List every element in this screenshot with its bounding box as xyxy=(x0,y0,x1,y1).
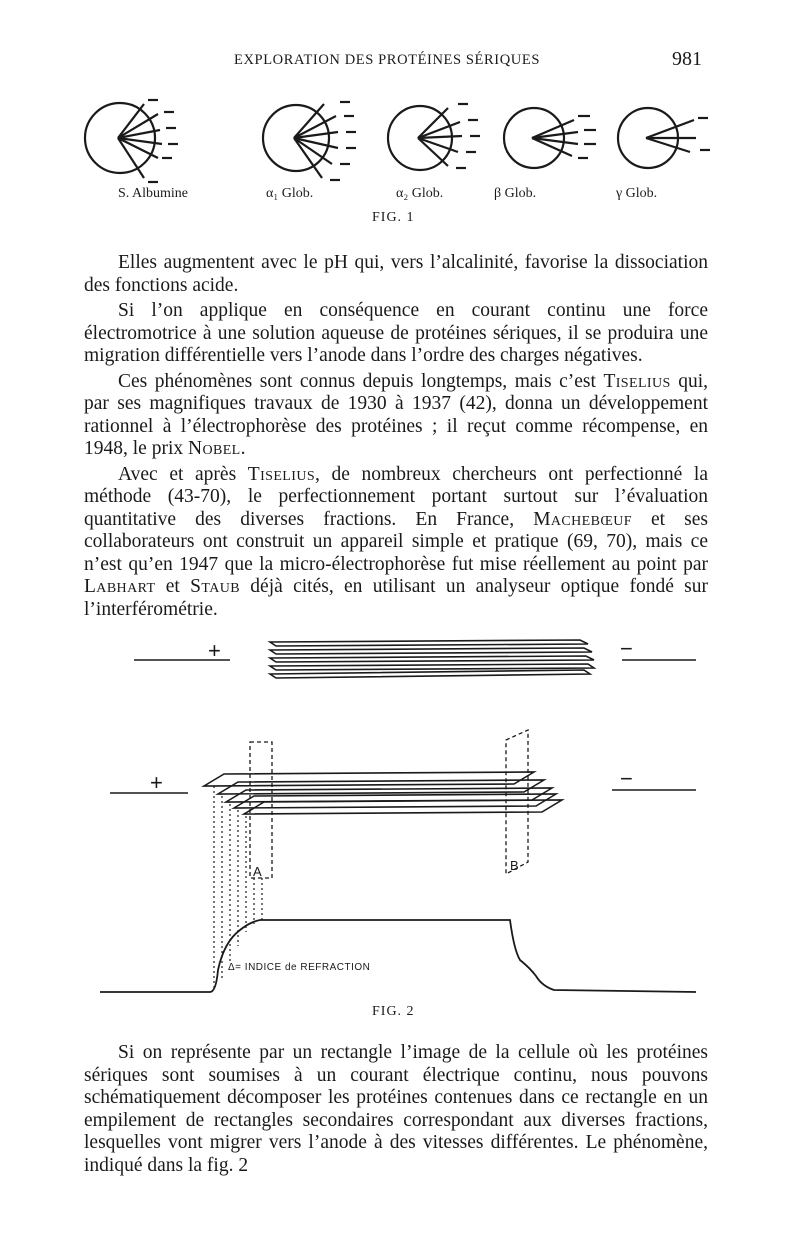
separated-fraction-plates xyxy=(204,772,562,814)
gamma-molecule xyxy=(618,108,710,168)
paragraph xyxy=(84,371,708,461)
beta-molecule xyxy=(504,108,596,168)
figure-2-caption: FIG. 2 xyxy=(372,1004,415,1019)
author-name: Labhart xyxy=(84,576,156,597)
text-run: Ces phénomènes sont connus depuis longtemps, mais c’est xyxy=(118,370,596,392)
text-run: et ses collaborateurs ont construit un appareil simple et pratique (69, 70), mais ce n’est qu’en 1947 que la micro-électrophorèse fut mise réellement au point par xyxy=(84,508,709,575)
text-run: Avec et après xyxy=(118,463,237,485)
text-run: , de nombreux chercheurs ont perfectionné la méthode (43-70), le perfectionnement portant surtout sur l’évaluation quantitative des diverses fractions. En France, xyxy=(84,463,708,530)
text-run: . xyxy=(240,438,246,459)
fig1-label-gamma: γ Glob. xyxy=(616,186,658,201)
alpha2-molecule xyxy=(388,104,480,170)
figure-1-caption: FIG. 1 xyxy=(372,210,415,225)
optical-window-b xyxy=(506,730,528,874)
body-text-lower xyxy=(84,1042,708,1177)
figure-2-diagram xyxy=(100,630,720,1010)
albumine-molecule xyxy=(85,100,178,182)
refraction-index-curve xyxy=(100,920,696,992)
paragraph xyxy=(84,464,708,622)
text-run: et xyxy=(165,576,180,597)
refraction-note: Δ= INDICE de REFRACTION xyxy=(228,962,371,973)
page-number: 981 xyxy=(672,48,702,70)
cathode-minus-top: − xyxy=(620,636,633,661)
author-name: Staub xyxy=(190,576,240,597)
optical-window-a xyxy=(250,742,272,878)
fig1-label-albumine: S. Albumine xyxy=(118,186,189,201)
author-name: Tiselius xyxy=(247,463,316,485)
running-head: EXPLORATION DES PROTÉINES SÉRIQUES xyxy=(234,52,540,68)
fig1-label-alpha1: α₁ Glob. xyxy=(266,186,314,201)
text-run: qui, par ses magnifiques travaux de 1930 à 1937 (42), donna un développement rationnel à l’électrophorèse des protéines ; il reçut comme récompense, en 1948, le prix xyxy=(84,370,709,459)
alpha1-molecule xyxy=(263,102,356,180)
stacked-fraction-plates-top xyxy=(270,640,594,678)
paragraph: Si l’on applique en conséquence en courant continu une force électromotrice à une solution aqueuse de protéines sériques, il se produira une migration différentielle vers l’anode dans l’ordre des charges négatives. xyxy=(84,300,708,366)
anode-plus-top: + xyxy=(208,638,221,663)
cathode-minus-middle: − xyxy=(620,766,633,791)
fig1-label-alpha2: α₂ Glob. xyxy=(396,186,444,201)
author-name: Nobel xyxy=(187,438,241,459)
anode-plus-middle: + xyxy=(150,770,163,795)
fig1-label-beta: β Glob. xyxy=(494,186,537,201)
window-b-label: B xyxy=(510,858,519,873)
paragraph: Si on représente par un rectangle l’image de la cellule où les protéines sériques sont soumises à un courant électrique continu, nous pouvons schématiquement décomposer les protéines contenues dans ce rectangle en un empilement de rectangles secondaires correspondant aux diverses fractions, lesquelles vont migrer vers l’anode à des vitesses différentes. Le phénomène, indiqué dans la fig. 2 xyxy=(84,1042,708,1176)
window-a-label: A xyxy=(253,864,262,879)
body-text-upper xyxy=(84,252,708,621)
paragraph: Elles augmentent avec le pH qui, vers l’alcalinité, favorise la dissociation des fonctions acide. xyxy=(84,252,708,296)
text-run: déjà cités, en utilisant un analyseur optique fondé sur l’interférométrie. xyxy=(84,576,709,620)
author-name: Machebœuf xyxy=(533,508,632,530)
author-name: Tiselius xyxy=(603,370,671,392)
